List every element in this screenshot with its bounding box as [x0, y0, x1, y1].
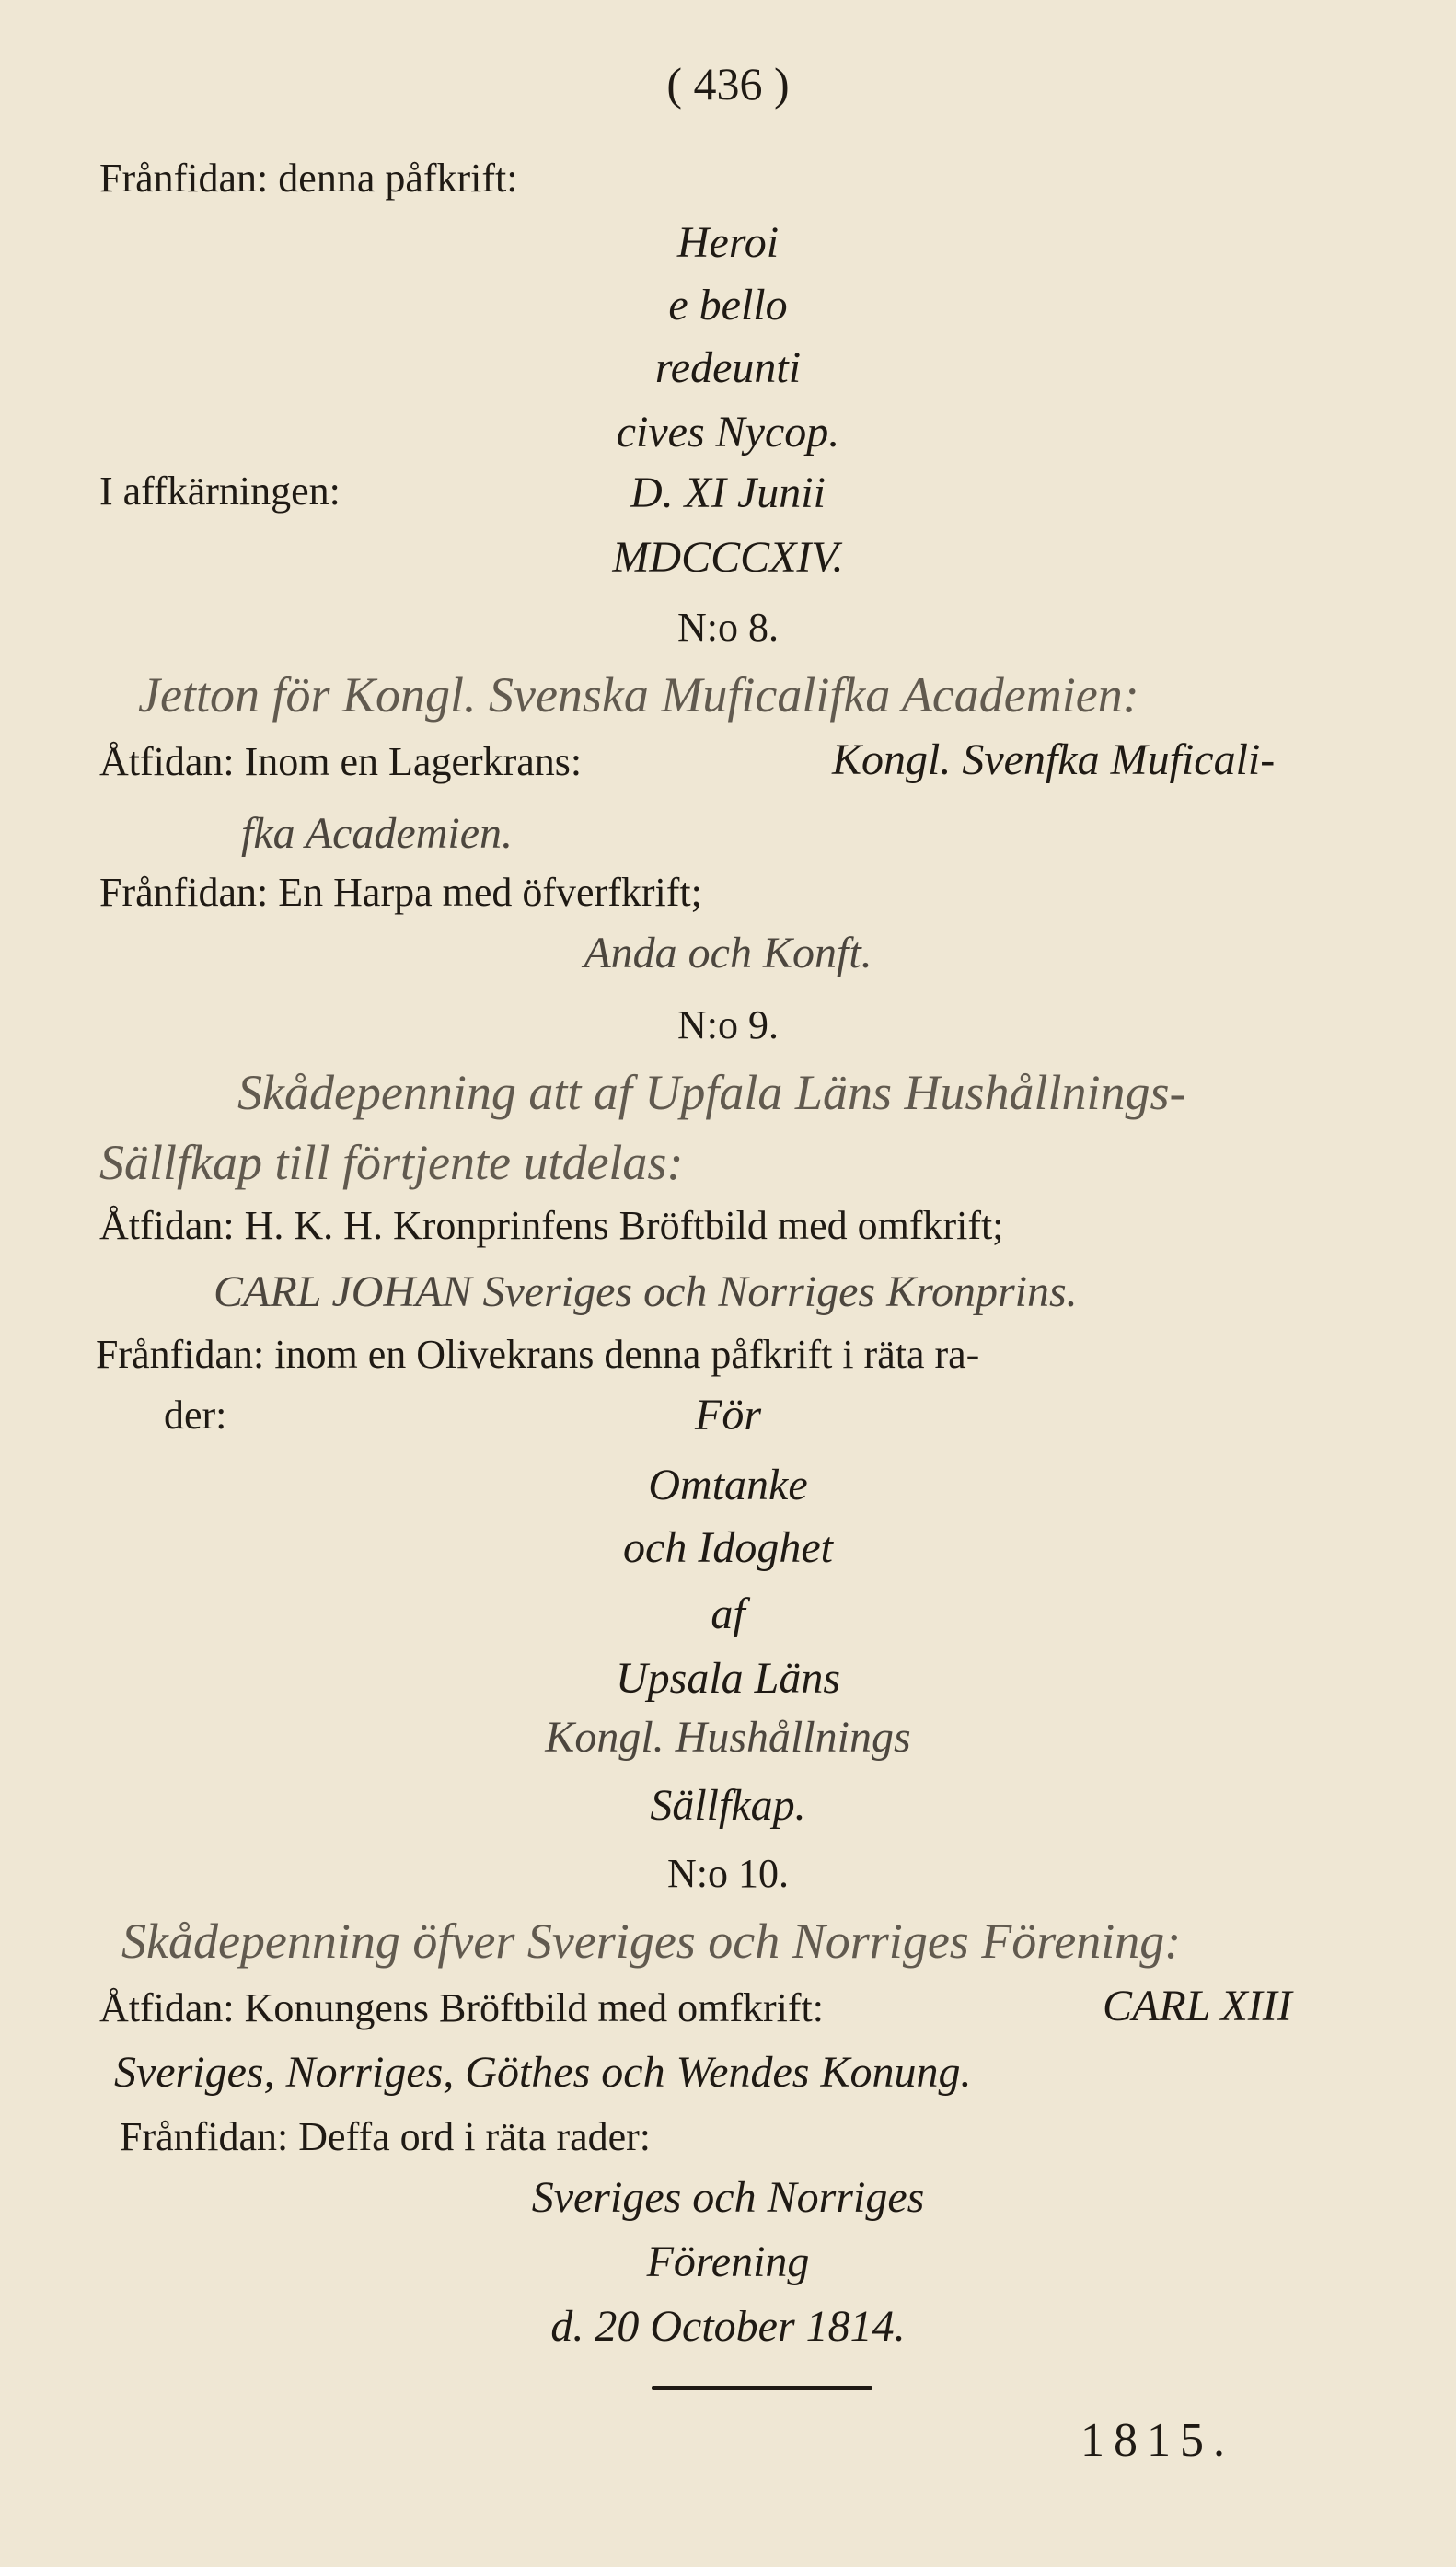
- section-heading: Jetton för Kongl. Svenska Muficalifka Academien:: [138, 667, 1139, 723]
- inscription-line: Sveriges och Norriges: [531, 2173, 925, 2222]
- inscription-line: Sveriges, Norriges, Göthes och Wendes Konung.: [114, 2048, 972, 2097]
- inscription-line: För: [695, 1391, 761, 1440]
- text-line: Frånfidan: inom en Olivekrans denna påfkrift i räta ra-: [96, 1332, 980, 1377]
- section-heading: Skådepenning öfver Sveriges och Norriges Förening:: [121, 1914, 1182, 1969]
- text-line: Åtfidan: Inom en Lagerkrans:: [99, 739, 583, 784]
- section-number: N:o 10.: [667, 1851, 789, 1896]
- text-line: Åtfidan: Konungens Bröftbild med omfkrift:: [99, 1985, 824, 2030]
- inscription-line: och Idoghet: [623, 1523, 833, 1572]
- text-line: Åtfidan: H. K. H. Kronprinfens Bröftbild med omfkrift;: [99, 1203, 1004, 1248]
- inscription-line: CARL JOHAN Sveriges och Norriges Kronprins.: [214, 1267, 1078, 1316]
- inscription-line: Kongl. Svenfka Muficali-: [832, 735, 1276, 784]
- inscription-line: Heroi: [676, 218, 780, 267]
- inscription-line: Sällfkap.: [650, 1781, 806, 1830]
- inscription-line: Upsala Läns: [615, 1654, 841, 1703]
- text-line: Frånfidan: Deffa ord i räta rader:: [120, 2114, 652, 2159]
- catchword: 1815.: [1080, 2414, 1234, 2467]
- inscription-line: Förening: [646, 2237, 810, 2286]
- inscription-line: Omtanke: [648, 1461, 808, 1509]
- inscription-line: Anda och Konft.: [584, 929, 872, 977]
- inscription-line: redeunti: [654, 343, 802, 392]
- section-number: N:o 9.: [677, 1002, 779, 1047]
- section-heading: Skådepenning att af Upfala Läns Hushållnings-: [237, 1065, 1186, 1120]
- inscription-line: MDCCCXIV.: [612, 533, 844, 582]
- inscription-line: d. 20 October 1814.: [550, 2302, 906, 2351]
- text-line: Frånfidan: denna påfkrift:: [99, 156, 518, 201]
- text-line: Frånfidan: En Harpa med öfverfkrift;: [99, 870, 702, 915]
- text-line: der:: [164, 1393, 227, 1438]
- inscription-line: e bello: [668, 281, 788, 330]
- section-heading: Sällfkap till förtjente utdelas:: [99, 1135, 684, 1190]
- inscription-line: af: [711, 1590, 745, 1638]
- page-number: ( 436 ): [666, 58, 790, 110]
- section-number: N:o 8.: [677, 605, 779, 650]
- divider-rule: [652, 2386, 872, 2390]
- inscription-line: Kongl. Hushållnings: [545, 1713, 911, 1762]
- inscription-line: CARL XIII: [1103, 1982, 1292, 2030]
- text-line: I affkärningen:: [99, 468, 341, 514]
- inscription-line: cives Nycop.: [616, 408, 840, 457]
- inscription-line: D. XI Junii: [630, 468, 826, 517]
- inscription-line: fka Academien.: [241, 809, 514, 858]
